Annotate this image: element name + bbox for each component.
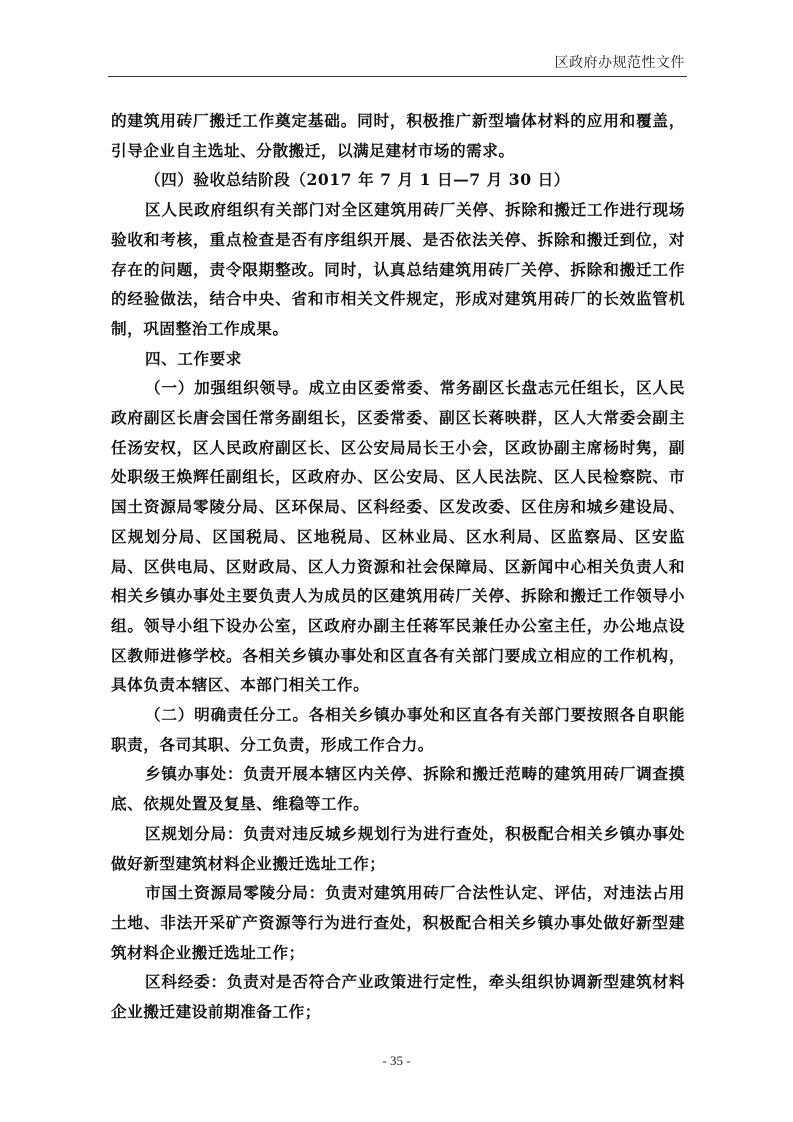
- page-number: - 35 -: [382, 1053, 411, 1068]
- section-heading-requirements: 四、工作要求: [145, 348, 242, 368]
- section-heading-acceptance: （四）验收总结阶段（2017 年 7 月 1 日—7 月 30 日）: [145, 170, 570, 190]
- header-rule: [108, 76, 687, 77]
- paragraph: （二）明确责任分工。各相关乡镇办事处和区直各有关部门要按照各自职能职责，各司其职、分工负责，形成工作合力。: [111, 705, 685, 754]
- paragraph: 乡镇办事处：负责开展本辖区内关停、拆除和搬迁范畴的建筑用砖厂调查摸底、依规处置及复垦、维稳等工作。: [111, 764, 685, 814]
- paragraph: （一）加强组织领导。成立由区委常委、常务副区长盘志元任组长，区人民政府副区长唐会国任常务副组长，区委常委、副区长蒋映群，区人大常委会副主任汤安权，区人民政府副区长、区公安局局长王小会，区政协副主席杨时隽，副处职级王焕辉任副组长，区政府办、区公安局、区人民法院、区人民检察院、市国土资源局零陵分局、区环保局、区科经委、区发改委、区住房和城乡建设局、区规划分局、区国税局、区地税局、区林业局、区水利局、区监察局、区安监局、区供电局、区财政局、区人力资源和社会保障局、区新闻中心相关负责人和相关乡镇办事处主要负责人为成员的区建筑用砖厂关停、拆除和搬迁工作领导小组。领导小组下设办公室，区政府办副主任蒋军民兼任办公室主任，办公地点设区教师进修学校。各相关乡镇办事处和区直各有关部门要成立相应的工作机构，具体负责本辖区、本部门相关工作。: [111, 378, 685, 695]
- paragraph: 的建筑用砖厂搬迁工作奠定基础。同时，积极推广新型墙体材料的应用和覆盖，引导企业自主选址、分散搬迁，以满足建材市场的需求。: [111, 111, 685, 160]
- paragraph: 市国土资源局零陵分局：负责对建筑用砖厂合法性认定、评估，对违法占用土地、非法开采矿产资源等行为进行查处，积极配合相关乡镇办事处做好新型建筑材料企业搬迁选址工作；: [111, 883, 685, 962]
- running-header: 区政府办规范性文件: [554, 56, 685, 71]
- document-body: [111, 106, 685, 1027]
- paragraph: 区规划分局：负责对违反城乡规划行为进行查处，积极配合相关乡镇办事处做好新型建筑材料企业搬迁选址工作；: [111, 823, 685, 873]
- paragraph: 区科经委：负责对是否符合产业政策进行定性，牵头组织协调新型建筑材料企业搬迁建设前期准备工作；: [111, 972, 685, 1022]
- paragraph: 区人民政府组织有关部门对全区建筑用砖厂关停、拆除和搬迁工作进行现场验收和考核，重点检查是否有序组织开展、是否依法关停、拆除和搬迁到位，对存在的问题，责令限期整改。同时，认真总结建筑用砖厂关停、拆除和搬迁工作的经验做法，结合中央、省和市相关文件规定，形成对建筑用砖厂的长效监管机制，巩固整治工作成果。: [111, 200, 685, 338]
